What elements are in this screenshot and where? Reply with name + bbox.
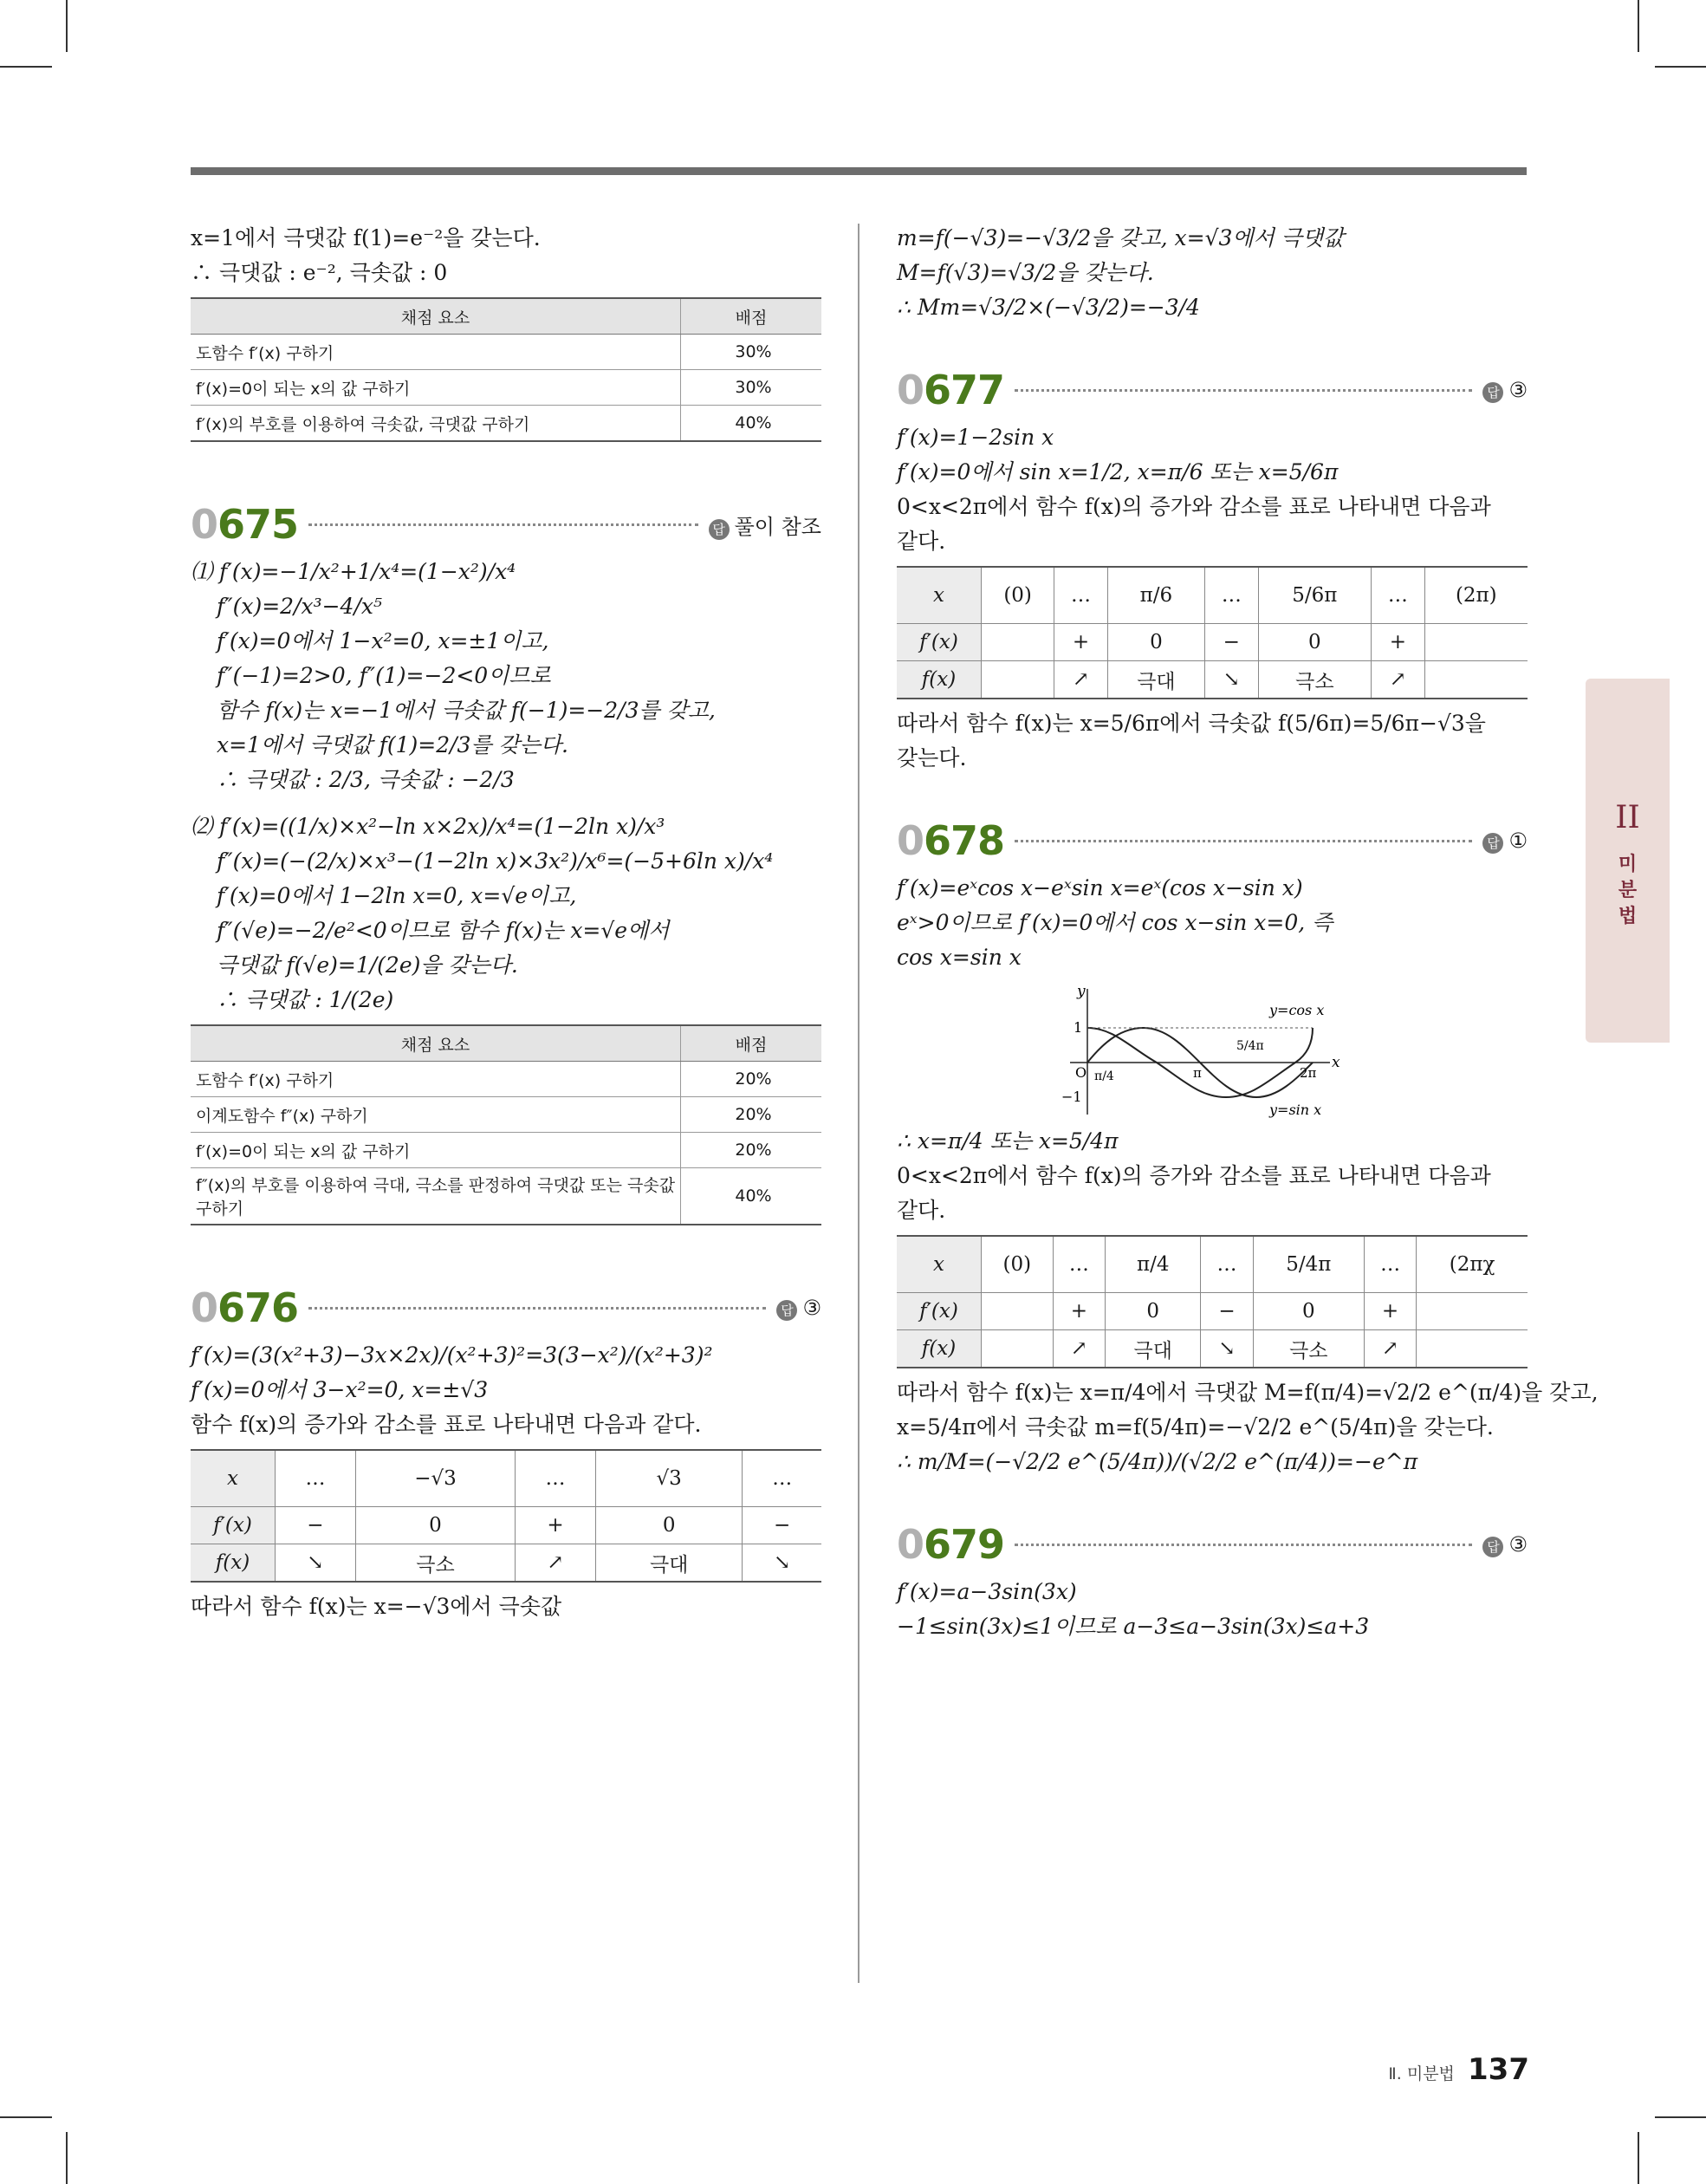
scoring-table bbox=[191, 297, 821, 442]
solution-line: f′(x)=0에서 sin x=1/2, x=π/6 또는 x=5/6π bbox=[897, 459, 1339, 484]
table-cell: ↗ bbox=[1372, 661, 1425, 699]
solution-line: cos x=sin x bbox=[897, 945, 1022, 970]
table-cell: f″(x)의 부호를 이용하여 극대, 극소를 판정하여 극댓값 또는 극솟값 구하기 bbox=[191, 1168, 681, 1225]
table-cell bbox=[982, 624, 1054, 661]
table-cell: 5/4π bbox=[1253, 1236, 1364, 1293]
solution-line: f′(x)=0에서 3−x²=0, x=±√3 bbox=[191, 1377, 489, 1402]
table-cell: 0 bbox=[595, 1507, 742, 1544]
graph-label: O bbox=[1075, 1064, 1087, 1081]
crop-mark bbox=[1655, 66, 1706, 68]
left-column bbox=[191, 221, 821, 1624]
table-cell: 0 bbox=[1253, 1293, 1364, 1330]
table-cell: π/4 bbox=[1106, 1236, 1201, 1293]
table-cell: + bbox=[1054, 624, 1108, 661]
page-footer bbox=[1378, 2052, 1529, 2087]
table-cell: f′(x) bbox=[191, 1507, 276, 1544]
table-header: 채점 요소 bbox=[191, 1025, 681, 1062]
crop-mark bbox=[66, 2132, 68, 2184]
problem-number: 0677 bbox=[897, 367, 1005, 413]
solution-line: f″(x)=(−(2/x)×x³−(1−2ln x)×3x²)/x⁶=(−5+6ln x)/x⁴ bbox=[217, 848, 774, 874]
answer-label: 답 ③ bbox=[1482, 378, 1528, 403]
table-row bbox=[191, 406, 821, 442]
table-cell: ↗ bbox=[1054, 661, 1108, 699]
table-cell: 40% bbox=[681, 406, 822, 442]
table-row bbox=[191, 1062, 821, 1097]
table-cell: 30% bbox=[681, 335, 822, 370]
intro-line: ∴ 극댓값 : e⁻², 극솟값 : 0 bbox=[191, 260, 448, 285]
graph-label: 1 bbox=[1074, 1019, 1083, 1036]
table-cell: x bbox=[191, 1450, 276, 1507]
solution-line: f″(−1)=2>0, f″(1)=−2<0이므로 bbox=[217, 663, 551, 688]
solution-line: f′(x)=0에서 1−x²=0, x=±1이고, bbox=[217, 628, 549, 653]
answer-icon: 답 bbox=[1482, 382, 1503, 403]
solution-line: −1≤sin(3x)≤1이므로 a−3≤a−3sin(3x)≤a+3 bbox=[897, 1614, 1370, 1639]
answer-label: 답 풀이 참조 bbox=[709, 510, 821, 540]
problem-number: 0678 bbox=[897, 817, 1005, 864]
table-row bbox=[191, 1544, 821, 1583]
problem-header-677 bbox=[897, 360, 1528, 420]
chapter-tab bbox=[1586, 679, 1670, 1043]
graph-label: 5/4π bbox=[1236, 1039, 1264, 1053]
table-cell: 도함수 f′(x) 구하기 bbox=[191, 335, 681, 370]
table-cell: … bbox=[516, 1450, 596, 1507]
table-cell: 극대 bbox=[595, 1544, 742, 1583]
answer-label: 답 ③ bbox=[1482, 1532, 1528, 1557]
intro-line: M=f(√3)=√3/2을 갖는다. bbox=[897, 260, 1154, 285]
graph-label: π bbox=[1193, 1065, 1202, 1081]
answer-label: 답 ① bbox=[1482, 829, 1528, 854]
table-cell: x bbox=[897, 567, 982, 624]
table-cell: f′(x) bbox=[897, 1293, 982, 1330]
graph-label: 2π bbox=[1300, 1065, 1317, 1081]
table-cell: f(x) bbox=[191, 1544, 276, 1583]
table-cell: 40% bbox=[681, 1168, 822, 1225]
table-row bbox=[191, 1450, 821, 1507]
intro-line: m=f(−√3)=−√3/2을 갖고, x=√3에서 극댓값 bbox=[897, 225, 1345, 250]
table-cell: ↘ bbox=[1201, 1330, 1253, 1368]
sign-table bbox=[191, 1449, 821, 1583]
table-cell: + bbox=[1053, 1293, 1105, 1330]
table-cell: 5/6π bbox=[1258, 567, 1372, 624]
problem-header-678 bbox=[897, 810, 1528, 871]
solution-line: f′(x)=eˣcos x−eˣsin x=eˣ(cos x−sin x) bbox=[897, 875, 1303, 900]
solution-line: ∴ 극댓값 : 1/(2e) bbox=[217, 987, 394, 1012]
solution-line: f′(x)=1−2sin x bbox=[897, 425, 1054, 450]
problem-number: 0675 bbox=[191, 501, 299, 548]
table-row bbox=[897, 1293, 1528, 1330]
table-cell: … bbox=[1372, 567, 1425, 624]
solution-line: 따라서 함수 f(x)는 x=−√3에서 극솟값 bbox=[191, 1594, 562, 1619]
solution-line: x=1에서 극댓값 f(1)=2/3를 갖는다. bbox=[217, 732, 568, 757]
problem-header-676 bbox=[191, 1277, 821, 1338]
table-cell: (2πχ bbox=[1417, 1236, 1528, 1293]
solution-line: eˣ>0이므로 f′(x)=0에서 cos x−sin x=0, 즉 bbox=[897, 910, 1333, 935]
solution-line: ∴ x=π/4 또는 x=5/4π bbox=[897, 1128, 1119, 1154]
table-cell: f(x) bbox=[897, 1330, 982, 1368]
crop-mark bbox=[0, 2116, 52, 2118]
table-cell: ↗ bbox=[1053, 1330, 1105, 1368]
table-cell: 20% bbox=[681, 1133, 822, 1168]
crop-mark bbox=[1655, 2116, 1706, 2118]
table-cell: π/6 bbox=[1107, 567, 1204, 624]
leader-dots bbox=[308, 523, 698, 526]
table-cell: f′(x) bbox=[897, 624, 982, 661]
sign-table bbox=[897, 1235, 1528, 1368]
solution-line: 0<x<2π에서 함수 f(x)의 증가와 감소를 표로 나타내면 다음과 bbox=[897, 494, 1491, 519]
column-divider bbox=[858, 224, 859, 1983]
table-cell: f(x) bbox=[897, 661, 982, 699]
table-cell: 0 bbox=[1258, 624, 1372, 661]
table-row bbox=[897, 661, 1528, 699]
table-cell: − bbox=[743, 1507, 821, 1544]
table-cell: … bbox=[1364, 1236, 1416, 1293]
table-cell: 도함수 f′(x) 구하기 bbox=[191, 1062, 681, 1097]
table-cell: 20% bbox=[681, 1062, 822, 1097]
solution-line: 0<x<2π에서 함수 f(x)의 증가와 감소를 표로 나타내면 다음과 bbox=[897, 1163, 1491, 1188]
table-cell bbox=[982, 661, 1054, 699]
table-header: 배점 bbox=[681, 298, 822, 335]
table-cell: … bbox=[743, 1450, 821, 1507]
table-cell: 0 bbox=[355, 1507, 515, 1544]
problem-number: 0679 bbox=[897, 1521, 1005, 1568]
table-cell bbox=[982, 1330, 1054, 1368]
table-cell: 0 bbox=[1107, 624, 1204, 661]
solution-line: ⑵ f′(x)=((1/x)×x²−ln x×2x)/x⁴=(1−2ln x)/x³ bbox=[191, 814, 665, 839]
graph-label: x bbox=[1332, 1054, 1340, 1071]
table-cell: − bbox=[1201, 1293, 1253, 1330]
solution-line: 같다. bbox=[897, 1198, 946, 1223]
solution-line: f″(x)=2/x³−4/x⁵ bbox=[217, 594, 382, 619]
graph-label: y bbox=[1077, 983, 1086, 1000]
solution-line: 함수 f(x)의 증가와 감소를 표로 나타내면 다음과 같다. bbox=[191, 1412, 702, 1437]
table-header: 채점 요소 bbox=[191, 298, 681, 335]
table-cell: − bbox=[1205, 624, 1259, 661]
table-cell: (2π) bbox=[1424, 567, 1528, 624]
crop-mark bbox=[1638, 2132, 1639, 2184]
table-cell: 극소 bbox=[355, 1544, 515, 1583]
table-row bbox=[191, 1133, 821, 1168]
table-cell: 0 bbox=[1106, 1293, 1201, 1330]
table-row bbox=[897, 1236, 1528, 1293]
solution-line: f′(x)=(3(x²+3)−3x×2x)/(x²+3)²=3(3−x²)/(x²+3)² bbox=[191, 1342, 713, 1368]
table-cell: 극소 bbox=[1258, 661, 1372, 699]
footer-section: Ⅱ. 미분법 bbox=[1388, 2064, 1455, 2083]
solution-line: 따라서 함수 f(x)는 x=5/6π에서 극솟값 f(5/6π)=5/6π−√3을 bbox=[897, 711, 1486, 736]
table-cell: ↘ bbox=[276, 1544, 356, 1583]
answer-icon: 답 bbox=[1482, 833, 1503, 854]
leader-dots bbox=[1015, 388, 1472, 392]
solution-line: ∴ m/M=(−√2/2 e^(5/4π))/(√2/2 e^(π/4))=−e^π bbox=[897, 1449, 1418, 1474]
table-cell bbox=[1424, 624, 1528, 661]
solution-line: f′(x)=0에서 1−2ln x=0, x=√e이고, bbox=[217, 883, 577, 908]
table-cell: + bbox=[1372, 624, 1425, 661]
crop-mark bbox=[66, 0, 68, 52]
table-row bbox=[897, 1330, 1528, 1368]
answer-icon: 답 bbox=[776, 1300, 797, 1321]
leader-dots bbox=[1015, 1543, 1472, 1546]
answer-icon: 답 bbox=[709, 519, 730, 540]
scoring-table bbox=[191, 1024, 821, 1225]
table-cell: −√3 bbox=[355, 1450, 515, 1507]
table-cell bbox=[1417, 1293, 1528, 1330]
answer-label: 답 ③ bbox=[776, 1296, 821, 1321]
table-cell: … bbox=[1053, 1236, 1105, 1293]
crop-mark bbox=[1638, 0, 1639, 52]
table-cell: … bbox=[1205, 567, 1259, 624]
table-header: 배점 bbox=[681, 1025, 822, 1062]
solution-line: x=5/4π에서 극솟값 m=f(5/4π)=−√2/2 e^(5/4π)을 갖는다. bbox=[897, 1414, 1494, 1440]
solution-line: 함수 f(x)는 x=−1에서 극솟값 f(−1)=−2/3를 갖고, bbox=[217, 698, 716, 723]
table-cell: 극소 bbox=[1253, 1330, 1364, 1368]
table-cell bbox=[1424, 661, 1528, 699]
problem-header-679 bbox=[897, 1514, 1528, 1575]
table-cell: ↘ bbox=[743, 1544, 821, 1583]
intro-line: ∴ Mm=√3/2×(−√3/2)=−3/4 bbox=[897, 295, 1200, 320]
table-cell: ↗ bbox=[516, 1544, 596, 1583]
solution-line: ⑴ f′(x)=−1/x²+1/x⁴=(1−x²)/x⁴ bbox=[191, 559, 516, 584]
table-cell: 30% bbox=[681, 370, 822, 406]
table-cell: + bbox=[516, 1507, 596, 1544]
chapter-title: 미 분 법 bbox=[1618, 854, 1638, 927]
table-row bbox=[191, 1097, 821, 1133]
table-row bbox=[897, 567, 1528, 624]
table-cell: x bbox=[897, 1236, 982, 1293]
table-row bbox=[191, 1168, 821, 1225]
answer-icon: 답 bbox=[1482, 1537, 1503, 1557]
table-cell: (0) bbox=[982, 1236, 1054, 1293]
solution-line: 같다. bbox=[897, 529, 946, 554]
table-row bbox=[191, 1507, 821, 1544]
table-cell: f′(x)=0이 되는 x의 값 구하기 bbox=[191, 370, 681, 406]
table-cell: (0) bbox=[982, 567, 1054, 624]
table-cell: 극대 bbox=[1107, 661, 1204, 699]
table-cell: √3 bbox=[595, 1450, 742, 1507]
solution-line: ∴ 극댓값 : 2/3, 극솟값 : −2/3 bbox=[217, 767, 515, 792]
solution-line: f′(x)=a−3sin(3x) bbox=[897, 1579, 1077, 1604]
table-cell: − bbox=[276, 1507, 356, 1544]
table-cell: … bbox=[276, 1450, 356, 1507]
table-cell: ↘ bbox=[1205, 661, 1259, 699]
intro-line: x=1에서 극댓값 f(1)=e⁻²을 갖는다. bbox=[191, 225, 541, 250]
table-row bbox=[897, 624, 1528, 661]
table-row bbox=[191, 335, 821, 370]
crop-mark bbox=[0, 66, 52, 68]
leader-dots bbox=[1015, 839, 1472, 842]
table-cell: 극대 bbox=[1106, 1330, 1201, 1368]
solution-line: f″(√e)=−2/e²<0이므로 함수 f(x)는 x=√e에서 bbox=[217, 918, 670, 943]
graph-label: π/4 bbox=[1094, 1069, 1114, 1083]
table-cell bbox=[982, 1293, 1054, 1330]
graph-label: −1 bbox=[1061, 1089, 1082, 1105]
sin-cos-graph bbox=[1053, 980, 1347, 1119]
leader-dots bbox=[308, 1306, 766, 1310]
table-cell bbox=[1417, 1330, 1528, 1368]
table-cell: … bbox=[1201, 1236, 1253, 1293]
problem-number: 0676 bbox=[191, 1284, 299, 1331]
page-number: 137 bbox=[1468, 2052, 1529, 2087]
solution-line: 갖는다. bbox=[897, 745, 967, 770]
table-row bbox=[191, 370, 821, 406]
table-cell: 이계도함수 f″(x) 구하기 bbox=[191, 1097, 681, 1133]
right-column bbox=[897, 221, 1599, 1644]
table-cell: 20% bbox=[681, 1097, 822, 1133]
top-rule bbox=[191, 167, 1527, 175]
chapter-roman: II bbox=[1615, 800, 1640, 835]
table-cell: … bbox=[1054, 567, 1108, 624]
solution-line: 극댓값 f(√e)=1/(2e)을 갖는다. bbox=[217, 952, 518, 978]
graph-label: y=sin x bbox=[1269, 1102, 1322, 1118]
table-cell: f′(x)의 부호를 이용하여 극솟값, 극댓값 구하기 bbox=[191, 406, 681, 442]
problem-header-675 bbox=[191, 494, 821, 555]
table-cell: ↗ bbox=[1364, 1330, 1416, 1368]
table-cell: f′(x)=0이 되는 x의 값 구하기 bbox=[191, 1133, 681, 1168]
sign-table bbox=[897, 566, 1528, 699]
graph-label: y=cos x bbox=[1269, 1002, 1325, 1018]
table-cell: + bbox=[1364, 1293, 1416, 1330]
solution-line: 따라서 함수 f(x)는 x=π/4에서 극댓값 M=f(π/4)=√2/2 e^(π/4)을 갖고, bbox=[897, 1380, 1599, 1405]
